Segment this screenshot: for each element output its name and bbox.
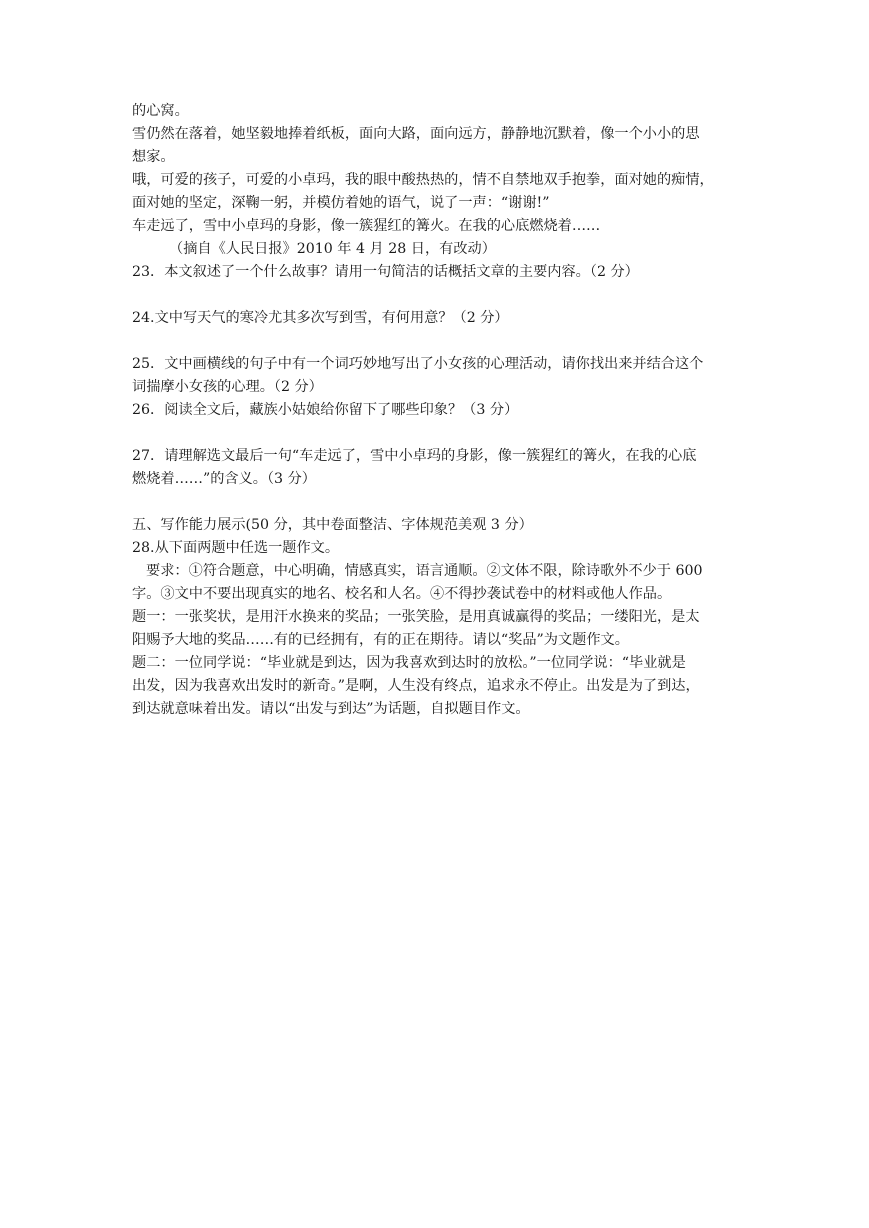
question-28: 28.从下面两题中任选一题作文。 <box>132 540 340 556</box>
question-25: 25．文中画横线的句子中有一个词巧妙地写出了小女孩的心理活动，请你找出来并结合这个 <box>132 356 704 372</box>
passage-line: 车走远了，雪中小卓玛的身影，像一簇猩红的篝火。在我的心底燃烧着…… <box>132 218 601 234</box>
passage-line: 的心窝。 <box>132 103 189 119</box>
question-25-cont: 词揣摩小女孩的心理。（2 分） <box>132 379 323 395</box>
passage-line: 哦，可爱的孩子，可爱的小卓玛，我的眼中酸热热的，情不自禁地双手抱拳，面对她的痴情， <box>132 172 714 188</box>
topic-one-cont: 阳赐予大地的奖品……有的已经拥有，有的正在期待。请以“奖品”为文题作文。 <box>132 632 629 648</box>
writing-requirements: 要求：①符合题意，中心明确，情感真实，语言通顺。②文体不限，除诗歌外不少于 600 <box>146 563 703 579</box>
question-27: 27．请理解选文最后一句“车走远了，雪中小卓玛的身影，像一簇猩红的篝火，在我的心底 <box>132 448 697 464</box>
question-23: 23．本文叙述了一个什么故事？请用一句简洁的话概括文章的主要内容。（2 分） <box>132 264 639 280</box>
section-title: 五、写作能力展示(50 分，其中卷面整洁、字体规范美观 3 分） <box>132 517 533 533</box>
passage-line: 面对她的坚定，深鞠一躬，并模仿着她的语气，说了一声：“谢谢!” <box>132 195 550 211</box>
question-24: 24.文中写天气的寒冷尤其多次写到雪，有何用意？（2 分） <box>132 310 509 326</box>
passage-source: （摘自《人民日报》2010 年 4 月 28 日，有改动） <box>169 241 496 257</box>
writing-requirements-cont: 字。③文中不要出现真实的地名、校名和人名。④不得抄袭试卷中的材料或他人作品。 <box>132 586 672 602</box>
reading-passage <box>132 100 742 261</box>
topic-two-cont: 出发，因为我喜欢出发时的新奇。”是啊，人生没有终点，追求永不停止。出发是为了到达， <box>132 678 700 694</box>
document-body <box>132 100 742 721</box>
passage-line: 想家。 <box>132 149 175 165</box>
topic-two-cont: 到达就意味着出发。请以“出发与到达”为话题，自拟题目作文。 <box>132 701 530 717</box>
passage-line: 雪仍然在落着，她坚毅地捧着纸板，面向大路，面向远方，静静地沉默着，像一个小小的思 <box>132 126 700 142</box>
topic-two: 题二：一位同学说：“毕业就是到达，因为我喜欢到达时的放松。”一位同学说：“毕业就是 <box>132 655 686 671</box>
question-26: 26．阅读全文后，藏族小姑娘给你留下了哪些印象？（3 分） <box>132 402 519 418</box>
question-27-cont: 燃烧着……”的含义。（3 分） <box>132 471 316 487</box>
writing-section <box>132 514 742 721</box>
topic-one: 题一：一张奖状，是用汗水换来的奖品；一张笑脸，是用真诚赢得的奖品；一缕阳光，是太 <box>132 609 700 625</box>
question-list <box>132 261 742 514</box>
